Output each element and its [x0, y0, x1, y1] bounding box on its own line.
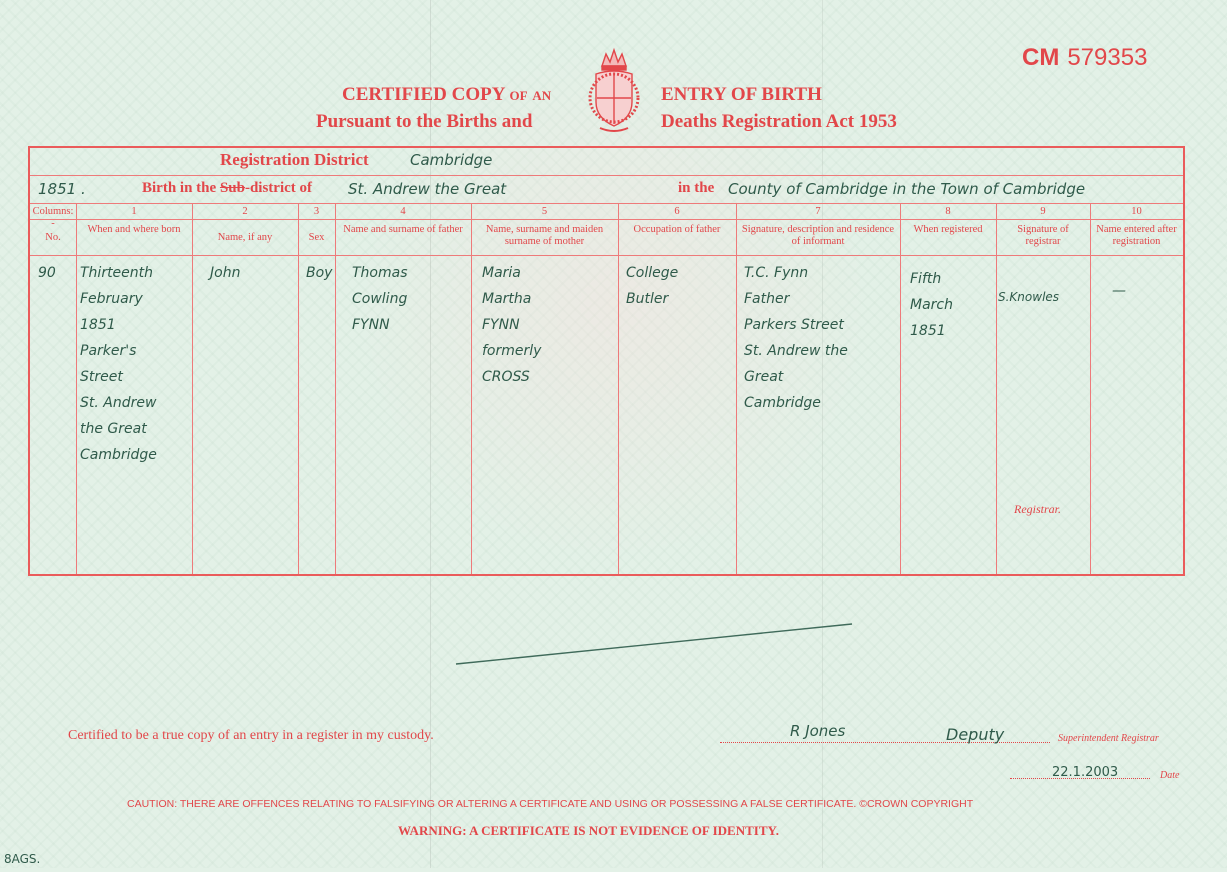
column-title: Occupation of father	[633, 224, 721, 235]
column-title: Name, if any	[217, 232, 273, 243]
column-title: Sex	[308, 232, 325, 243]
margin-note: 8AGS.	[4, 852, 41, 866]
warning-text: WARNING: A CERTIFICATE IS NOT EVIDENCE OF IDENTITY.	[398, 823, 779, 838]
entry-number: 90	[38, 265, 56, 281]
informant-line: Great	[744, 369, 784, 385]
county-value: County of Cambridge in the Town of Cambridge	[728, 180, 1086, 198]
caution-text: CAUTION: THERE ARE OFFENCES RELATING TO FALSIFYING OR ALTERING A CERTIFICATE AND USING OR POSSESSING A FALSE CERTIFICATE. ©CROWN COPYRIGHT	[127, 798, 974, 810]
subdistrict-label	[142, 180, 312, 197]
serial-prefix: CM	[1022, 44, 1060, 71]
informant-line: Cambridge	[744, 395, 821, 411]
entry-table	[28, 146, 1185, 576]
cancellation-line	[454, 618, 856, 668]
serial-number	[1022, 44, 1147, 72]
county-label: in the	[678, 180, 715, 196]
label-prefix: Birth in the	[142, 180, 220, 196]
serial-digits: 579353	[1067, 44, 1148, 71]
signature: R Jones	[790, 722, 846, 740]
entry-registrar-signature: S.Knowles	[998, 290, 1060, 304]
column-number: 1	[131, 206, 137, 217]
when-where-line: February	[80, 291, 143, 307]
column-number: 5	[541, 206, 548, 217]
column-title: Name, surname and maiden surname of mother	[485, 224, 604, 247]
column-number: 6	[674, 206, 680, 217]
column-title-no: No.	[45, 232, 61, 243]
entry-sex: Boy	[306, 265, 333, 281]
entry-informant	[744, 260, 848, 416]
column-divider	[900, 204, 901, 574]
certified-text: Certified to be a true copy of an entry in a register in my custody.	[68, 728, 434, 743]
occupation-line: Butler	[626, 291, 669, 307]
informant-line: T.C. Fynn	[744, 265, 809, 281]
mother-line: Maria	[482, 265, 521, 281]
informant-line: St. Andrew the	[744, 343, 848, 359]
header-line1-left: CERTIFIED COPY of an	[342, 84, 552, 105]
entry-name-after: —	[1112, 283, 1126, 299]
column-number: 8	[945, 206, 951, 217]
column-divider	[996, 204, 997, 574]
entry-mother	[482, 260, 541, 390]
when-where-line: St. Andrew	[80, 395, 157, 411]
subdistrict-value: St. Andrew the Great	[348, 180, 507, 198]
entry-occupation	[626, 260, 678, 312]
registered-line: March	[910, 297, 953, 313]
column-number: 3	[313, 206, 320, 217]
date-value: 22.1.2003	[1052, 765, 1119, 780]
column-divider	[76, 204, 77, 574]
mother-line: Martha	[482, 291, 532, 307]
when-where-line: Parker's	[80, 343, 137, 359]
column-divider	[736, 204, 737, 574]
columns-label: Columns: -	[32, 206, 74, 229]
header-line2-left: Pursuant to the Births and	[316, 111, 533, 132]
entry-father	[352, 260, 408, 338]
column-title: Signature, description and residence of informant	[741, 224, 895, 247]
district-value: Cambridge	[410, 151, 493, 169]
column-title: Name and surname of father	[343, 224, 463, 235]
father-line: Cowling	[352, 291, 408, 307]
column-title: When registered	[913, 224, 983, 235]
superintendent-label: Superintendent Registrar	[1058, 733, 1159, 744]
year: 1851 .	[38, 180, 86, 198]
column-number: 10	[1131, 206, 1142, 217]
column-divider	[335, 204, 336, 574]
header-line2-right: Deaths Registration Act 1953	[661, 111, 897, 132]
registered-line: Fifth	[910, 271, 942, 287]
column-number: 7	[815, 206, 821, 217]
when-where-line: Cambridge	[80, 447, 157, 463]
label-strike: Sub	[219, 180, 245, 196]
district-label: Registration District	[220, 150, 369, 169]
when-where-line: Street	[80, 369, 123, 385]
registrar-label: Registrar.	[1014, 502, 1062, 516]
informant-line: Father	[744, 291, 790, 307]
mother-line: CROSS	[482, 369, 530, 385]
district-row	[30, 148, 1183, 176]
label-suffix: -district of	[244, 180, 313, 196]
royal-crest-icon	[586, 44, 642, 134]
column-divider	[192, 204, 193, 574]
header-line1-right: ENTRY OF BIRTH	[661, 84, 822, 105]
entry-registered	[910, 266, 953, 344]
column-number: 4	[400, 206, 406, 217]
deputy-signature: Deputy	[946, 725, 1005, 744]
column-divider	[471, 204, 472, 574]
subdistrict-row	[30, 176, 1183, 204]
mother-line: FYNN	[482, 317, 520, 333]
when-where-line: 1851	[80, 317, 116, 333]
entry-when-where	[80, 260, 157, 468]
column-divider	[1090, 204, 1091, 574]
column-divider	[618, 204, 619, 574]
column-title: Name entered after registration	[1096, 224, 1177, 247]
when-where-line: the Great	[80, 421, 147, 437]
occupation-line: College	[626, 265, 679, 281]
date-label: Date	[1160, 770, 1180, 781]
column-number: 9	[1040, 206, 1046, 217]
column-number: 2	[242, 206, 248, 217]
columns-title-row	[30, 220, 1183, 256]
column-divider	[298, 204, 299, 574]
entry-name: John	[210, 265, 241, 281]
columns-number-row	[30, 204, 1183, 229]
informant-line: Parkers Street	[744, 317, 844, 333]
when-where-line: Thirteenth	[80, 265, 154, 281]
mother-line: formerly	[482, 343, 542, 359]
father-line: Thomas	[352, 265, 408, 281]
column-title: Signature of registrar	[1017, 224, 1069, 247]
registered-line: 1851	[910, 323, 946, 339]
father-line: FYNN	[352, 317, 390, 333]
column-title: When and where born	[87, 224, 181, 235]
